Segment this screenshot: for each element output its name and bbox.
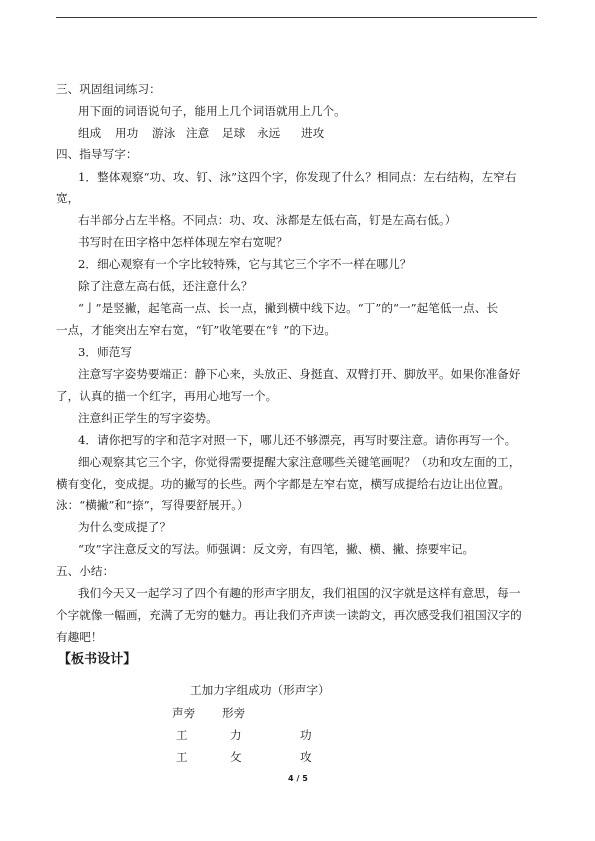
paragraph-text: 横有变化，变成提。功的撇写的长些。两个字都是左窄右宽，横写成提给右边让出位置。 — [56, 477, 511, 491]
board-cell: 攵 — [230, 750, 242, 764]
paragraph-text: 注意写字姿势要端正：静下心来，头放正、身挺直、双臂打开、脚放平。如果你准备好 — [78, 367, 521, 381]
page-number: 4 / 5 — [288, 774, 308, 783]
paragraph-text: 细心观察其它三个字，你觉得需要提醒大家注意哪些关键笔画呢？（功和攻左面的工， — [78, 455, 521, 469]
paragraph-text: “亅”是竖撇，起笔高一点、长一点，撇到横中线下边。“丁”的“一”起笔低一点、长 — [78, 301, 499, 315]
section-5-heading: 五、小结： — [56, 564, 115, 578]
section-4-heading: 四、指导写字： — [56, 147, 138, 161]
board-cell: 工 — [176, 750, 188, 764]
header-rule — [56, 17, 537, 18]
paragraph-text: 宽， — [56, 191, 80, 205]
board-cell: 力 — [230, 728, 242, 742]
word-item: 注意 — [186, 126, 210, 140]
paragraph-text: 3．师范写 — [78, 345, 133, 359]
paragraph-text: 4．请你把写的字和范字对照一下，哪儿还不够漂亮，再写时要注意。请你再写一个。 — [78, 433, 517, 447]
board-design-heading: 【板书设计】 — [58, 652, 137, 667]
section-3-heading: 三、巩固组词练习： — [56, 82, 161, 96]
board-col-header: 形旁 — [222, 706, 246, 720]
board-cell: 攻 — [300, 750, 312, 764]
instruction-text: 用下面的词语说句子，能用上几个词语就用上几个。 — [78, 104, 346, 118]
board-col-header: 声旁 — [172, 706, 196, 720]
board-cell: 工 — [176, 728, 188, 742]
board-title: 工加力字组成功（形声字） — [190, 683, 330, 697]
paragraph-text: 个字就像一幅画，充满了无穷的魅力。再让我们齐声读一读韵文，再次感受我们祖国汉字的 — [56, 608, 522, 622]
word-item: 足球 — [222, 126, 246, 140]
paragraph-text: 2．细心观察有一个字比较特殊，它与其它三个字不一样在哪儿？ — [78, 257, 412, 271]
paragraph-text: 有趣吧！ — [56, 630, 103, 644]
word-item: 组成 — [78, 126, 102, 140]
paragraph-text: 1．整体观察“功、攻、钉、泳”这四个字，你发现了什么？相同点：左右结构，左窄右 — [78, 170, 517, 184]
paragraph-text: 一点，才能突出左窄右宽，“钉”收笔要在“钅”的下边。 — [56, 323, 337, 337]
word-item: 用功 — [115, 126, 139, 140]
paragraph-text: “攻”字注意反文的写法。师强调：反文旁，有四笔，撇、横、撇、捺要牢记。 — [78, 542, 475, 556]
paragraph-text: 泳：“横撇”和“捺”，写得要舒展开。） — [56, 498, 249, 512]
word-item: 游泳 — [152, 126, 176, 140]
board-cell: 功 — [300, 728, 312, 742]
paragraph-text: 书写时在田字格中怎样体现左窄右宽呢？ — [78, 235, 288, 249]
paragraph-text: 我们今天又一起学习了四个有趣的形声字朋友，我们祖国的汉字就是这样有意思，每一 — [78, 586, 521, 600]
paragraph-text: 注意纠正学生的写字姿势。 — [78, 411, 218, 425]
paragraph-text: 右半部分占左半格。不同点：功、攻、泳都是左低右高，钉是左高右低。） — [78, 213, 457, 227]
word-item: 进攻 — [301, 126, 325, 140]
paragraph-text: 除了注意左高右低，还注意什么？ — [78, 279, 253, 293]
paragraph-text: 了，认真的描一个红字，再用心地写一个。 — [56, 389, 278, 403]
word-item: 永远 — [257, 126, 281, 140]
paragraph-text: 为什么变成提了？ — [78, 520, 172, 534]
